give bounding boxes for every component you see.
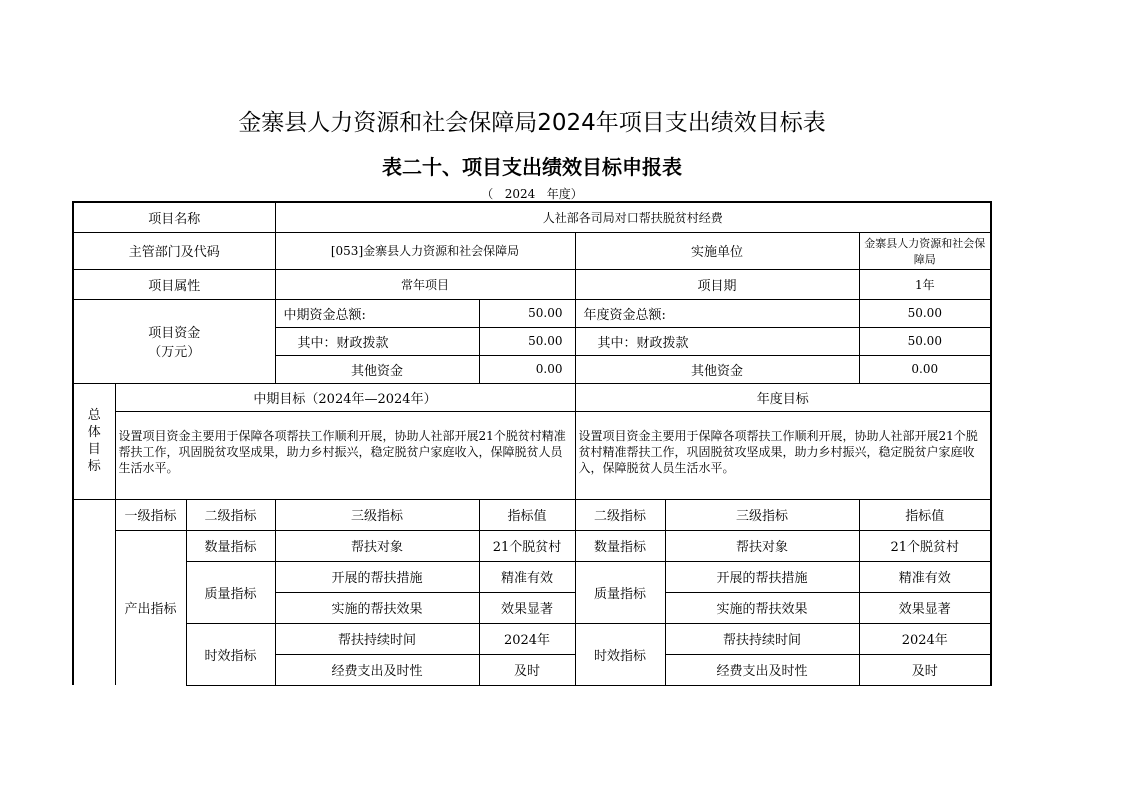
impl-unit-value: 金寨县人力资源和社会保障局	[859, 232, 991, 269]
year-other-label: 其他资金	[575, 355, 859, 383]
header-level3-mid: 三级指标	[275, 499, 479, 530]
fund-label-line1: 项目资金	[148, 326, 201, 341]
mid-total-label: 中期资金总额:	[275, 299, 479, 327]
v-target-year: 21个脱贫村	[859, 530, 991, 561]
year-line: （ 2024 年度）	[481, 187, 583, 201]
v-measures-year: 精准有效	[859, 561, 991, 592]
l3-duration-year: 帮扶持续时间	[665, 623, 859, 654]
l3-target-mid: 帮扶对象	[275, 530, 479, 561]
project-period-value: 1年	[859, 269, 991, 299]
l3-effect-mid: 实施的帮扶效果	[275, 592, 479, 623]
v-duration-mid: 2024年	[479, 623, 575, 654]
mid-total-value: 50.00	[479, 299, 575, 327]
l3-effect-year: 实施的帮扶效果	[665, 592, 859, 623]
year-total-label: 年度资金总额:	[575, 299, 859, 327]
year-goal-header: 年度目标	[575, 383, 991, 411]
year-fiscal-value: 50.00	[859, 327, 991, 355]
dept-label: 主管部门及代码	[73, 232, 275, 269]
header-level2-mid: 二级指标	[186, 499, 275, 530]
l2-quality-year: 质量指标	[575, 561, 665, 623]
l2-quality-mid: 质量指标	[186, 561, 275, 623]
mid-goal-text: 设置项目资金主要用于保障各项帮扶工作顺利开展，协助人社部开展21个脱贫村精准帮扶工作，巩固脱贫攻坚成果，助力乡村振兴，稳定脱贫户家庭收入，保障脱贫人员生活水平。	[115, 411, 575, 499]
v-target-mid: 21个脱贫村	[479, 530, 575, 561]
overall-goal-label	[73, 383, 115, 499]
output-indicator-label: 产出指标	[115, 530, 186, 685]
header-level2-year: 二级指标	[575, 499, 665, 530]
header-level3-year: 三级指标	[665, 499, 859, 530]
l3-spending-year: 经费支出及时性	[665, 654, 859, 685]
year-fiscal-label: 其中：财政拨款	[575, 327, 859, 355]
project-attr-value: 常年项目	[275, 269, 575, 299]
project-name-value: 人社部各司局对口帮扶脱贫村经费	[275, 202, 991, 232]
page-title: 金寨县人力资源和社会保障局2024年项目支出绩效目标表	[238, 110, 826, 136]
header-value-mid: 指标值	[479, 499, 575, 530]
v-spending-mid: 及时	[479, 654, 575, 685]
year-other-value: 0.00	[859, 355, 991, 383]
dept-value: [053]金寨县人力资源和社会保障局	[275, 232, 575, 269]
impl-unit-label: 实施单位	[575, 232, 859, 269]
performance-indicator-side	[73, 499, 115, 685]
project-name-label: 项目名称	[73, 202, 275, 232]
year-goal-text: 设置项目资金主要用于保障各项帮扶工作顺利开展，协助人社部开展21个脱贫村精准帮扶工作，巩固脱贫攻坚成果，助力乡村振兴，稳定脱贫户家庭收入，保障脱贫人员生活水平。	[575, 411, 991, 499]
l3-spending-mid: 经费支出及时性	[275, 654, 479, 685]
performance-target-table	[72, 201, 992, 686]
mid-fiscal-label: 其中：财政拨款	[275, 327, 479, 355]
header-level1: 一级指标	[115, 499, 186, 530]
overall-char-3: 目	[87, 442, 101, 457]
l3-target-year: 帮扶对象	[665, 530, 859, 561]
project-attr-label: 项目属性	[73, 269, 275, 299]
l3-duration-mid: 帮扶持续时间	[275, 623, 479, 654]
l3-measures-mid: 开展的帮扶措施	[275, 561, 479, 592]
l3-measures-year: 开展的帮扶措施	[665, 561, 859, 592]
year-total-value: 50.00	[859, 299, 991, 327]
mid-goal-header: 中期目标（2024年—2024年）	[115, 383, 575, 411]
fund-label-line2: （万元）	[148, 345, 201, 360]
overall-char-2: 体	[87, 425, 101, 440]
v-effect-mid: 效果显著	[479, 592, 575, 623]
overall-char-1: 总	[87, 408, 101, 423]
l2-quantity-year: 数量指标	[575, 530, 665, 561]
v-duration-year: 2024年	[859, 623, 991, 654]
v-measures-mid: 精准有效	[479, 561, 575, 592]
l2-quantity-mid: 数量指标	[186, 530, 275, 561]
fund-label	[73, 299, 275, 383]
mid-other-label: 其他资金	[275, 355, 479, 383]
mid-other-value: 0.00	[479, 355, 575, 383]
l2-timeliness-mid: 时效指标	[186, 623, 275, 685]
v-spending-year: 及时	[859, 654, 991, 685]
mid-fiscal-value: 50.00	[479, 327, 575, 355]
table-subtitle: 表二十、项目支出绩效目标申报表	[382, 155, 682, 179]
project-period-label: 项目期	[575, 269, 859, 299]
l2-timeliness-year: 时效指标	[575, 623, 665, 685]
overall-char-4: 标	[87, 459, 101, 474]
v-effect-year: 效果显著	[859, 592, 991, 623]
header-value-year: 指标值	[859, 499, 991, 530]
